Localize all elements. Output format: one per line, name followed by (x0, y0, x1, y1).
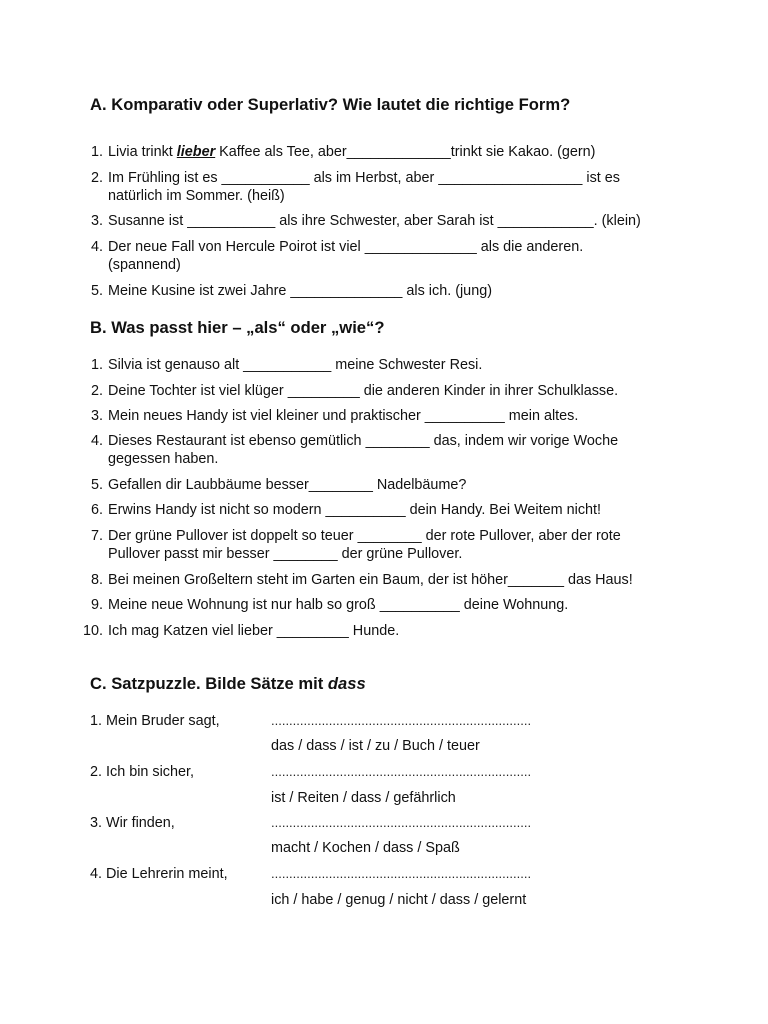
item-number: 9. (90, 597, 103, 613)
section-c-heading-text: C. Satzpuzzle. Bilde Sätze mit (90, 674, 328, 693)
item-text-line2: gegessen haben. (108, 451, 219, 467)
item-text-line2: natürlich im Sommer. (heiß) (108, 188, 285, 204)
item-text-line2: Pullover passt mir besser ________ der grüne Pullover. (108, 546, 463, 562)
puzzle-2-label: 2. Ich bin sicher, (90, 764, 194, 780)
item-number: 4. (90, 433, 103, 449)
section-b-item-7 (80, 527, 700, 563)
item-text-line1: Gefallen dir Laubbäume besser________ Nadelbäume? (108, 477, 467, 493)
section-b-item-5 (80, 476, 700, 494)
item-text-line1: Bei meinen Großeltern steht im Garten ein Baum, der ist höher_______ das Haus! (108, 572, 633, 588)
item-number: 1. (90, 144, 103, 160)
section-a-item-2 (80, 169, 700, 205)
item-number: 8. (90, 572, 103, 588)
item-number: 5. (90, 477, 103, 493)
item-text-line1: Erwins Handy ist nicht so modern __________ dein Handy. Bei Weitem nicht! (108, 502, 602, 518)
item-text-line1: Susanne ist ___________ als ihre Schwester, aber Sarah ist ____________. (klein) (108, 213, 641, 229)
section-a-item-5 (80, 282, 700, 300)
item-number: 3. (90, 213, 103, 229)
section-a-heading: A. Komparativ oder Superlativ? Wie lautet die richtige Form? (90, 95, 571, 114)
section-b-item-9 (80, 596, 700, 614)
item-text-line1: Dieses Restaurant ist ebenso gemütlich ________ das, indem wir vorige Woche (108, 433, 619, 449)
puzzle-2-answer-line: ........................................................................ (271, 764, 532, 779)
item-text-line1: Meine Kusine ist zwei Jahre ______________ als ich. (jung) (108, 283, 492, 299)
section-b-item-2 (80, 382, 700, 400)
section-b-item-4 (80, 432, 700, 468)
item-number: 4. (90, 239, 103, 255)
item-text-line1: Silvia ist genauso alt ___________ meine Schwester Resi. (108, 357, 483, 373)
puzzle-1-answer-line: ........................................................................ (271, 713, 532, 728)
section-a-item-1 (80, 143, 700, 161)
item-text-line1: Deine Tochter ist viel klüger _________ die anderen Kinder in ihrer Schulklasse. (108, 383, 619, 399)
section-b-heading: B. Was passt hier – „als“ oder „wie“? (90, 318, 385, 337)
puzzle-3-words: macht / Kochen / dass / Spaß (271, 840, 460, 856)
section-b-item-8 (80, 571, 700, 589)
item-text-line2: (spannend) (108, 257, 181, 273)
emphasized-word: lieber (176, 144, 216, 160)
section-a-item-4 (80, 238, 700, 274)
item-text-line1: Im Frühling ist es ___________ als im Herbst, aber __________________ ist es (108, 170, 620, 186)
item-text-post: Kaffee als Tee, aber_____________trinkt sie Kakao. (gern) (215, 144, 596, 160)
item-text-line1: Der grüne Pullover ist doppelt so teuer ________ der rote Pullover, aber der rote (108, 528, 621, 544)
item-number: 2. (90, 170, 103, 186)
item-text-line1: Meine neue Wohnung ist nur halb so groß __________ deine Wohnung. (108, 597, 569, 613)
item-number: 6. (90, 502, 103, 518)
item-number: 1. (90, 357, 103, 373)
puzzle-1-label: 1. Mein Bruder sagt, (90, 713, 220, 729)
section-b-item-3 (80, 407, 700, 425)
puzzle-4-label: 4. Die Lehrerin meint, (90, 866, 228, 882)
item-text-line1: Der neue Fall von Hercule Poirot ist viel ______________ als die anderen. (108, 239, 584, 255)
puzzle-2-words: ist / Reiten / dass / gefährlich (271, 790, 456, 806)
item-number: 10. (82, 623, 103, 639)
section-a-item-3 (80, 212, 700, 230)
item-number: 2. (90, 383, 103, 399)
item-number: 5. (90, 283, 103, 299)
item-text-pre: Livia trinkt (108, 144, 177, 160)
puzzle-4-words: ich / habe / genug / nicht / dass / gelernt (271, 892, 527, 908)
section-b-item-10 (80, 622, 700, 640)
item-number: 3. (90, 408, 103, 424)
section-c-heading (90, 674, 366, 694)
puzzle-1-words: das / dass / ist / zu / Buch / teuer (271, 738, 480, 754)
puzzle-3-label: 3. Wir finden, (90, 815, 175, 831)
section-b-item-6 (80, 501, 700, 519)
item-number: 7. (90, 528, 103, 544)
item-text-line1: Ich mag Katzen viel lieber _________ Hunde. (108, 623, 400, 639)
item-text-line1: Mein neues Handy ist viel kleiner und praktischer __________ mein altes. (108, 408, 579, 424)
section-b-item-1 (80, 356, 700, 374)
puzzle-4-answer-line: ........................................................................ (271, 866, 532, 881)
puzzle-3-answer-line: ........................................................................ (271, 815, 532, 830)
section-c-heading-em: dass (327, 674, 366, 693)
